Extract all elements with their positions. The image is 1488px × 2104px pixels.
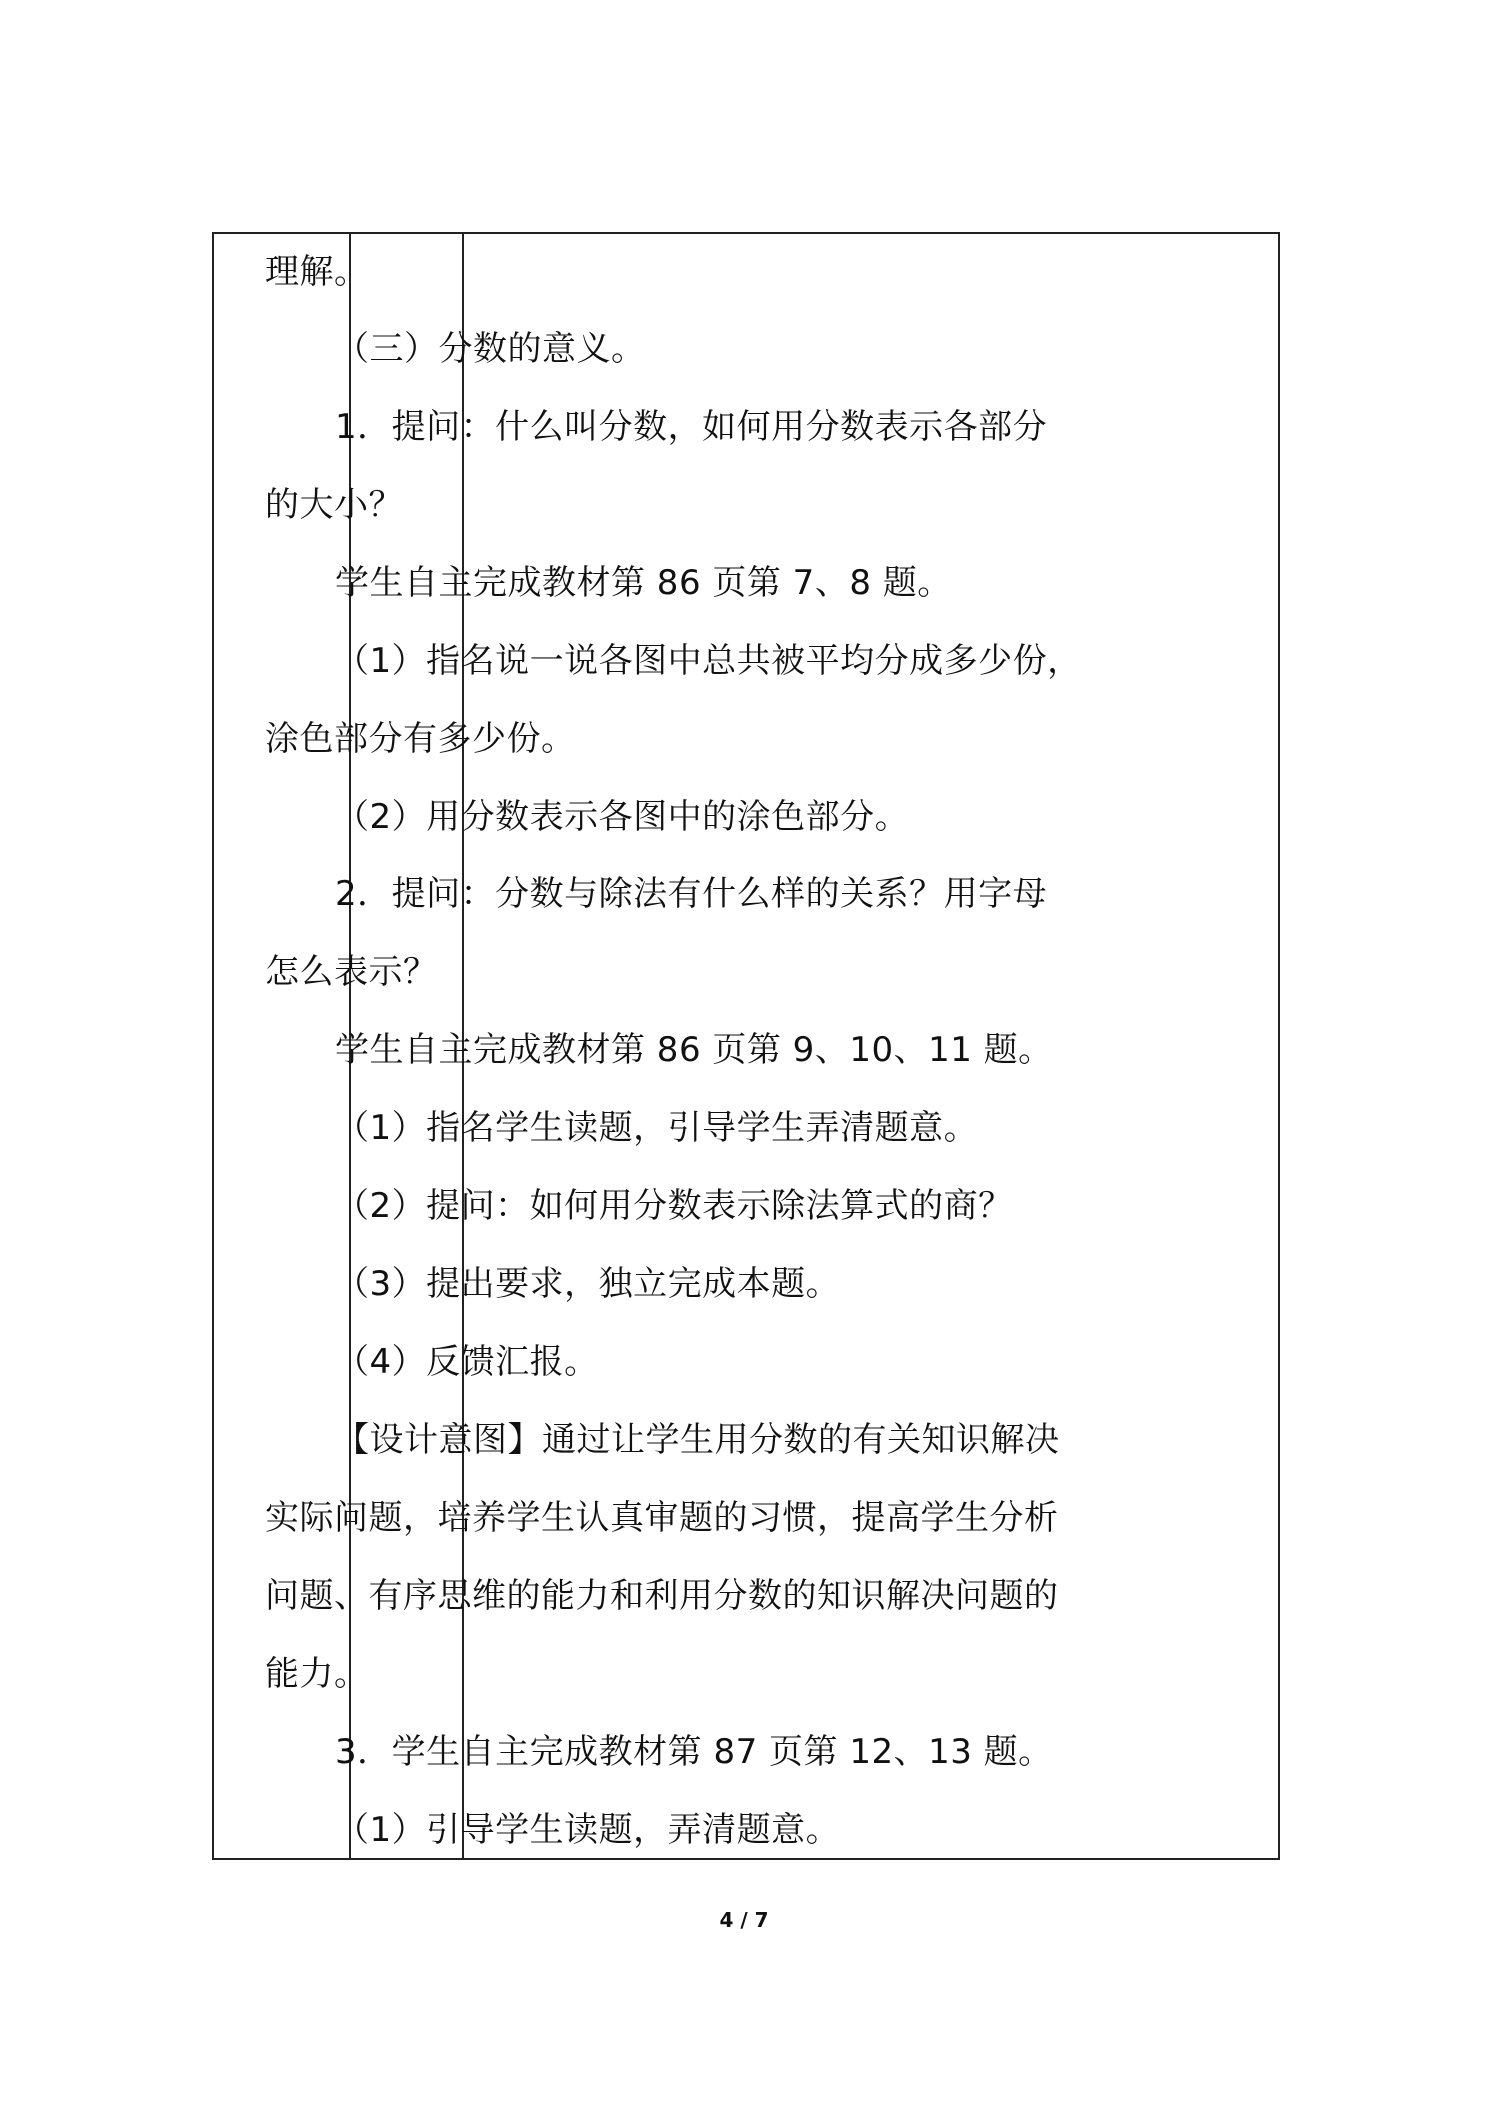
text-line: 涂色部分有多少份。 (265, 719, 576, 759)
text-line: （2）用分数表示各图中的涂色部分。 (335, 797, 910, 837)
text-line: 2．提问：分数与除法有什么样的关系？用字母 (335, 874, 1048, 914)
page-number: 4 / 7 (719, 1908, 769, 1932)
section-heading: （三）分数的意义。 (335, 329, 646, 369)
text-line: 能力。 (265, 1654, 369, 1694)
text-line: （1）指名学生读题，引导学生弄清题意。 (335, 1108, 979, 1148)
text-line: 的大小？ (265, 485, 403, 525)
text-line: 怎么表示？ (265, 952, 438, 992)
text-line: （1）指名说一说各图中总共被平均分成多少份， (335, 641, 1082, 681)
text-line: 3．学生自主完成教材第 87 页第 12、13 题。 (335, 1732, 1053, 1772)
text-line: （1）引导学生读题，弄清题意。 (335, 1810, 841, 1850)
text-line: （2）提问：如何用分数表示除法算式的商？ (335, 1186, 1013, 1226)
text-line: 实际问题，培养学生认真审题的习惯，提高学生分析 (265, 1498, 1059, 1538)
text-line: 学生自主完成教材第 86 页第 7、8 题。 (335, 563, 952, 603)
text-line: （4）反馈汇报。 (335, 1342, 599, 1382)
text-line: 【设计意图】通过让学生用分数的有关知识解决 (335, 1420, 1060, 1460)
text-line: （3）提出要求，独立完成本题。 (335, 1264, 841, 1304)
text-line: 理解。 (265, 252, 369, 292)
text-line: 1．提问：什么叫分数，如何用分数表示各部分 (335, 407, 1048, 447)
text-line: 问题、有序思维的能力和利用分数的知识解决问题的 (265, 1576, 1059, 1616)
text-line: 学生自主完成教材第 86 页第 9、10、11 题。 (335, 1030, 1053, 1070)
